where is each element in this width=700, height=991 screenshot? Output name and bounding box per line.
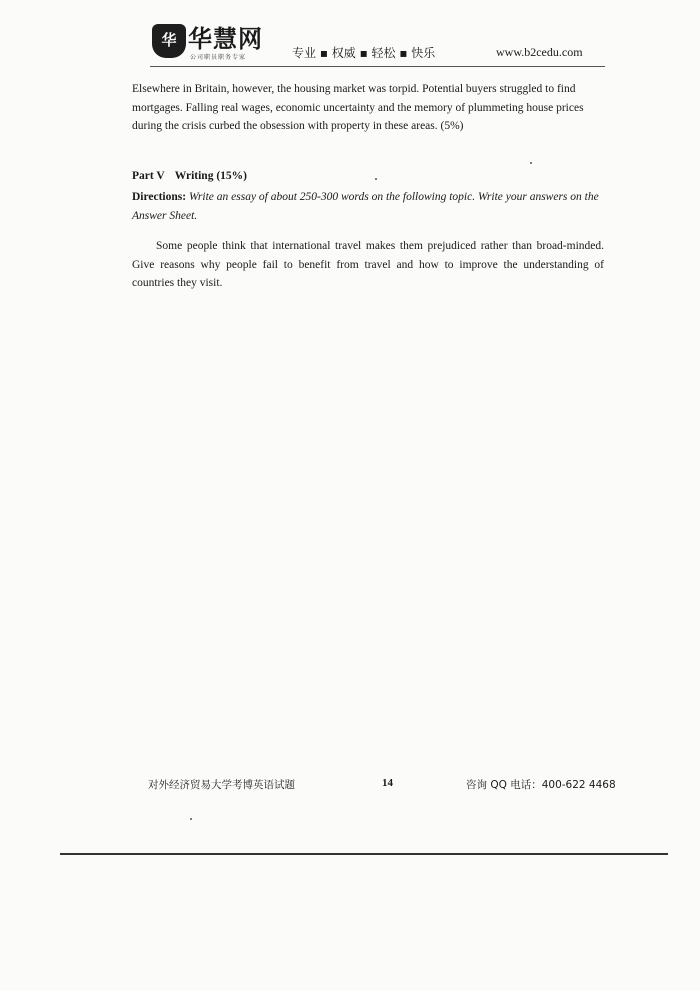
scan-speck: [375, 178, 377, 180]
section-heading: [132, 170, 247, 182]
directions-label: Directions:: [132, 191, 187, 203]
header-url: www.b2cedu.com: [496, 45, 583, 59]
logo-icon: [152, 24, 186, 58]
header-slogan: 专业 ▪ 权威 ▪ 轻松 ▪ 快乐: [292, 46, 436, 60]
scan-speck: [190, 818, 192, 820]
page-number: 14: [382, 777, 393, 789]
scan-speck: [530, 162, 532, 164]
bottom-divider: [60, 853, 668, 855]
footer-contact: 咨询 QQ 电话：400-622 4468: [466, 779, 616, 791]
footer-exam-title: 对外经济贸易大学考博英语试题: [148, 779, 295, 791]
logo-mark: 华: [161, 31, 177, 49]
paragraph-housing-market: Elsewhere in Britain, however, the housing market was torpid. Potential buyers struggled to find mortgages. Falling real wages, economic uncertainty and the memory of plummeting house prices during the crisis curbed the obsession with property in these areas. (5%): [132, 83, 584, 132]
part-title: Writing (15%): [174, 170, 247, 182]
header-divider: [150, 66, 605, 67]
directions: [132, 188, 604, 225]
part-label: Part V: [132, 170, 165, 182]
essay-prompt: Some people think that international travel makes them prejudiced rather than broad-minded. Give reasons why people fail to benefit from travel and how to improve the understanding of countries they visit.: [132, 240, 604, 289]
directions-text: Write an essay of about 250-300 words on the following topic. Write your answers on the Answer Sheet.: [132, 191, 599, 222]
brand-name: 华慧网: [188, 25, 263, 53]
brand-tagline: 公司职员职务专家: [190, 54, 247, 61]
